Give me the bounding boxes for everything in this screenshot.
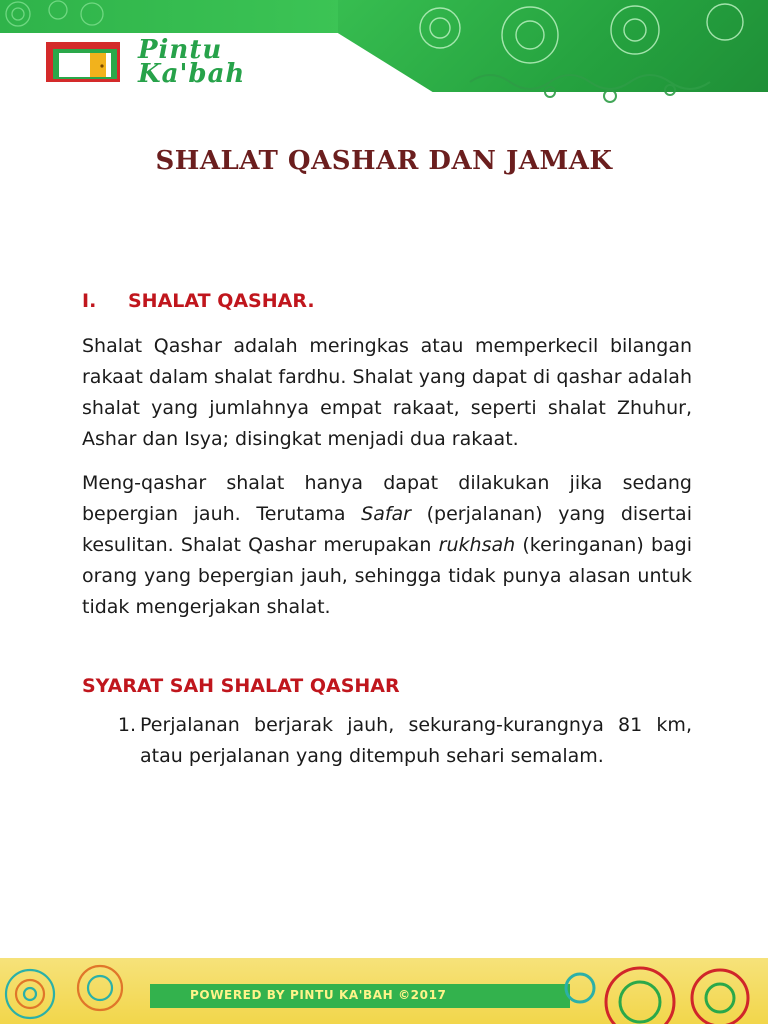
logo-line2: Ka'bah: [138, 59, 246, 89]
footer-credit: POWERED BY PINTU KA'BAH ©2017: [190, 988, 447, 1002]
footer-ornament-left-icon: [0, 958, 160, 1024]
term-rukhsah: rukhsah: [438, 534, 516, 556]
paragraph-definition: Shalat Qashar adalah meringkas atau memperkecil bilangan rakaat dalam shalat fardhu. Shalat yang dapat di qashar adalah shalat yang jumlahnya empat rakaat, seperti shalat Zhuhur, Ashar dan Isya; disingkat menjadi dua rakaat.: [82, 335, 692, 450]
document-body: [82, 290, 692, 772]
ornament-left-icon: [0, 0, 110, 33]
paragraph-conditions: [82, 468, 692, 623]
ornament-right-icon: [380, 0, 768, 112]
section-heading: [82, 290, 692, 312]
syarat-list: [82, 710, 692, 772]
section-title: SHALAT QASHAR.: [128, 290, 315, 312]
pintu-kabah-logo[interactable]: [46, 35, 286, 89]
list-item-text: Perjalanan berjarak jauh, sekurang-kurangnya 81 km, atau perjalanan yang ditempuh sehari semalam.: [140, 714, 692, 767]
para-text-a: Meng-qashar shalat hanya dapat dilakukan jika sedang bepergian jauh. Terutama: [82, 472, 692, 525]
para-text-b: (perjalanan) yang disertai kesulitan. Shalat Qashar merupakan: [82, 503, 692, 556]
section-number: I.: [82, 290, 97, 312]
door-logo-icon: [46, 42, 124, 84]
page-footer: [0, 958, 768, 1024]
footer-ornament-right-icon: [560, 958, 768, 1024]
term-safar: Safar: [361, 503, 411, 525]
list-item: [82, 710, 692, 772]
syarat-heading: SYARAT SAH SHALAT QASHAR: [82, 675, 400, 697]
page-header: [0, 0, 768, 120]
logo-wordmark: [138, 35, 246, 89]
para-text-c: (keringanan) bagi orang yang bepergian jauh, sehingga tidak punya alasan untuk tidak mengerjakan shalat.: [82, 534, 692, 618]
page-title: SHALAT QASHAR DAN JAMAK: [155, 146, 613, 176]
logo-line1: Pintu: [138, 35, 223, 65]
list-item-number: 1.: [117, 714, 136, 736]
